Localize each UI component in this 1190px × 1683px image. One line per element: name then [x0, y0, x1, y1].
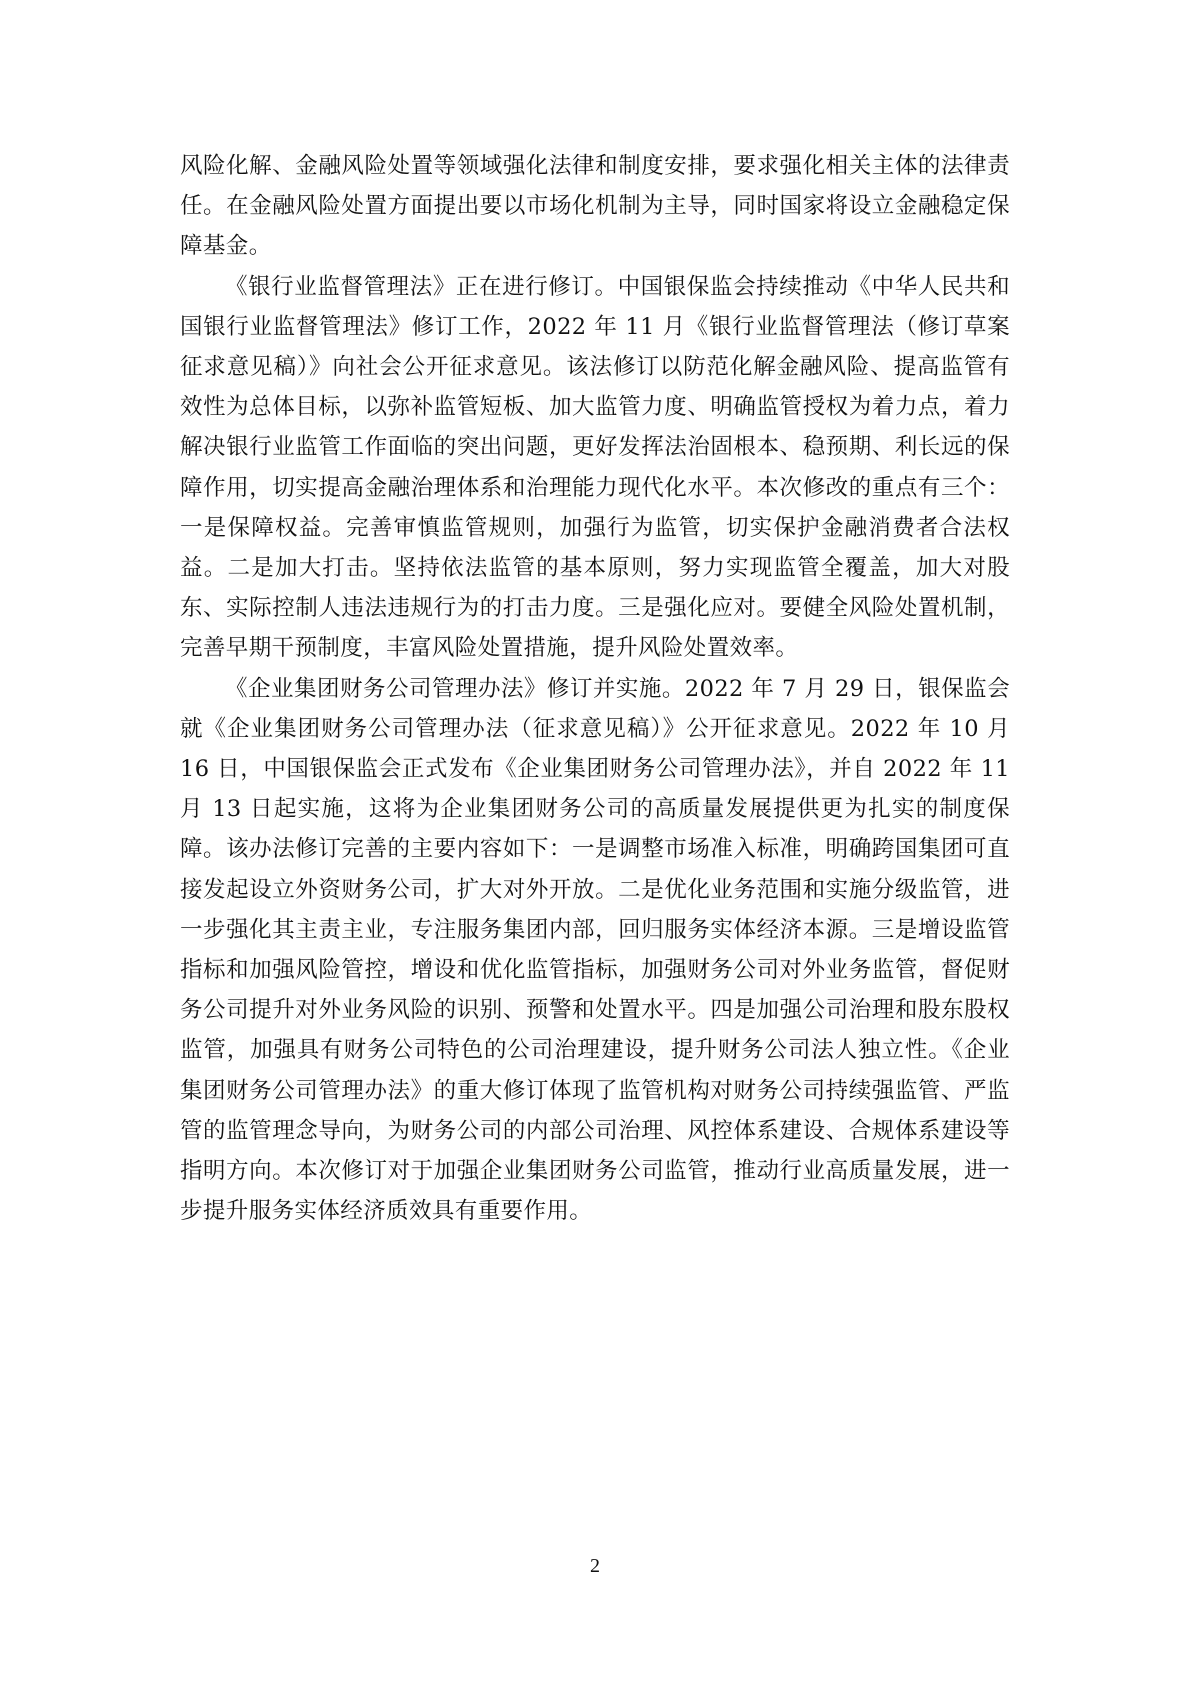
document-body [180, 146, 1010, 1231]
paragraph-continuation: 风险化解、金融风险处置等领域强化法律和制度安排，要求强化相关主体的法律责任。在金融风险处置方面提出要以市场化机制为主导，同时国家将设立金融稳定保障基金。 [180, 153, 1010, 260]
page-number: 2 [590, 1555, 600, 1577]
paragraph-finance-company-measures: 《企业集团财务公司管理办法》修订并实施。2022 年 7 月 29 日，银保监会就《企业集团财务公司管理办法（征求意见稿）》公开征求意见。2022 年 10 月 16 日，中国银保监会正式发布《企业集团财务公司管理办法》，并自 2022 年 11 月 13 日起实施，这将为企业集团财务公司的高质量发展提供更为扎实的制度保障。该办法修订完善的主要内容如下：一是调整市场准入标准，明确跨国集团可直接发起设立外资财务公司，扩大对外开放。二是优化业务范围和实施分级监管，进一步强化其主责主业，专注服务集团内部，回归服务实体经济本源。三是增设监管指标和加强风险管控，增设和优化监管指标，加强财务公司对外业务监管，督促财务公司提升对外业务风险的识别、预警和处置水平。四是加强公司治理和股东股权监管，加强具有财务公司特色的公司治理建设，提升财务公司法人独立性。《企业集团财务公司管理办法》的重大修订体现了监管机构对财务公司持续强监管、严监管的监管理念导向，为财务公司的内部公司治理、风控体系建设、合规体系建设等指明方向。本次修订对于加强企业集团财务公司监管，推动行业高质量发展，进一步提升服务实体经济质效具有重要作用。 [180, 675, 1010, 1225]
paragraph-banking-supervision-law: 《银行业监督管理法》正在进行修订。中国银保监会持续推动《中华人民共和国银行业监督管理法》修订工作，2022 年 11 月《银行业监督管理法（修订草案征求意见稿）》向社会公开征求意见。该法修订以防范化解金融风险、提高监管有效性为总体目标，以弥补监管短板、加大监管力度、明确监管授权为着力点，着力解决银行业监管工作面临的突出问题，更好发挥法治固根本、稳预期、利长远的保障作用，切实提高金融治理体系和治理能力现代化水平。本次修改的重点有三个：一是保障权益。完善审慎监管规则，加强行为监管，切实保护金融消费者合法权益。二是加大打击。坚持依法监管的基本原则，努力实现监管全覆盖，加大对股东、实际控制人违法违规行为的打击力度。三是强化应对。要健全风险处置机制，完善早期干预制度，丰富风险处置措施，提升风险处置效率。 [180, 273, 1010, 662]
